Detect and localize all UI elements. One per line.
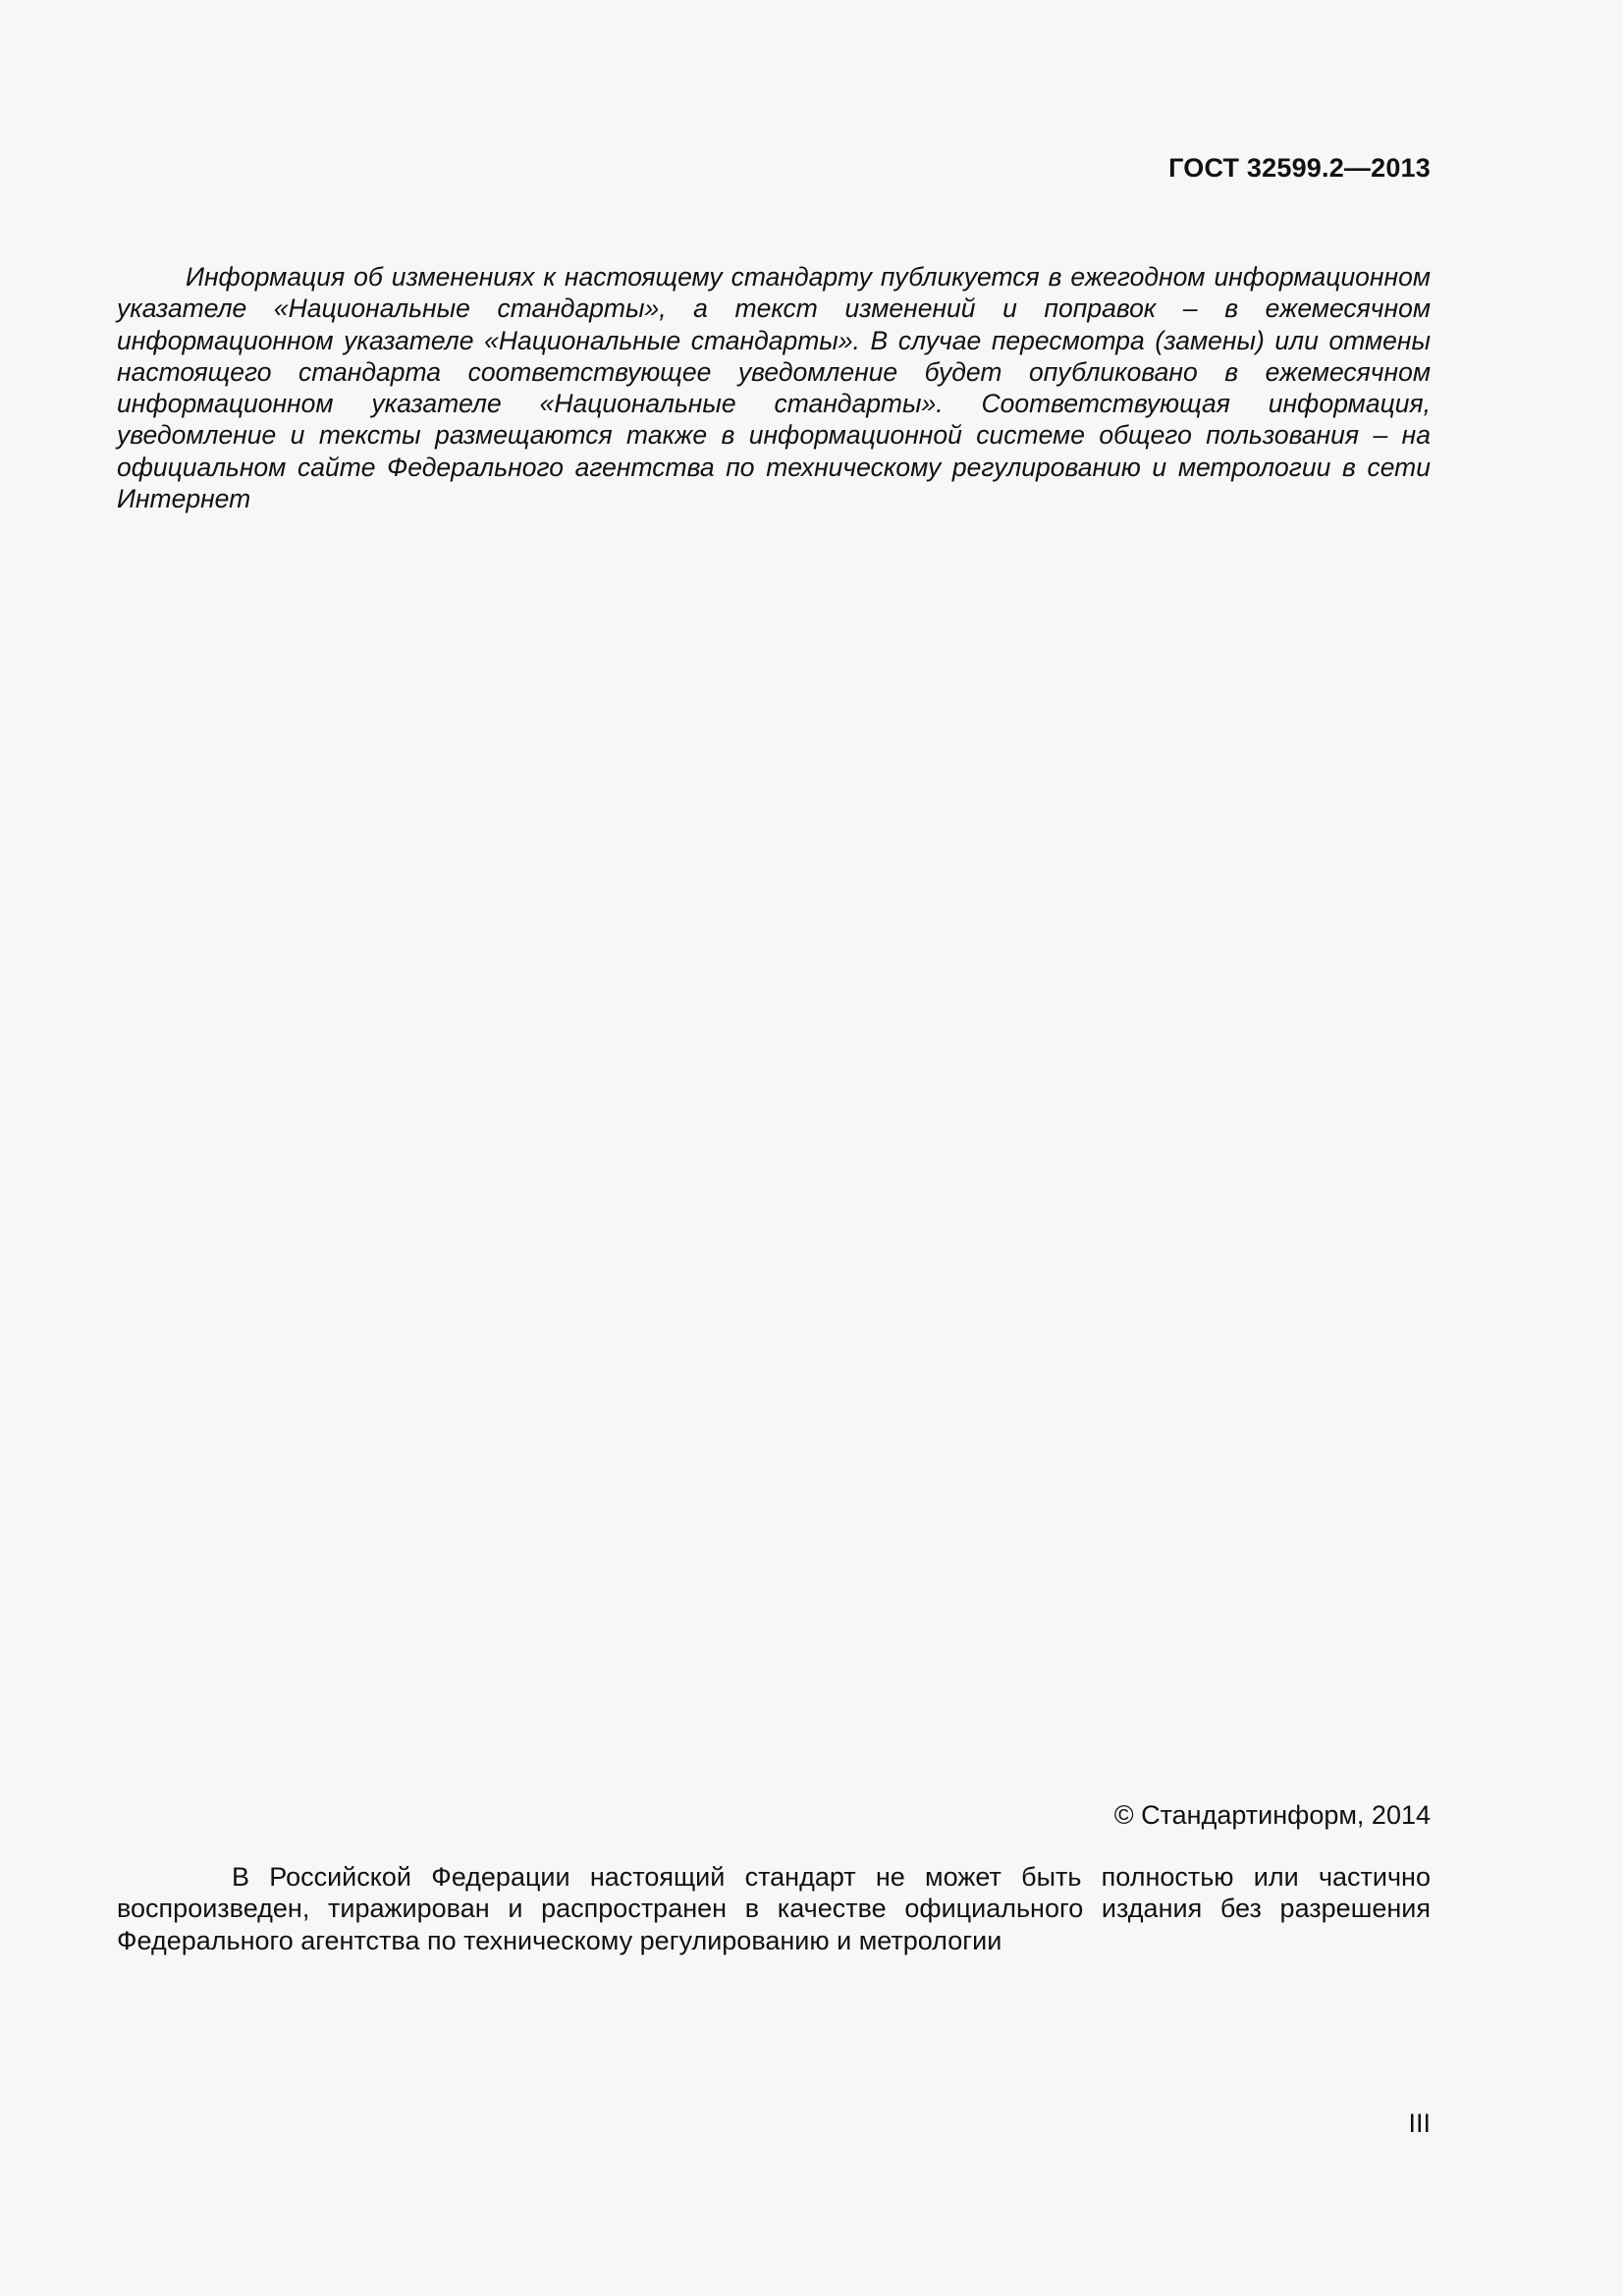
page-number: III: [1408, 2109, 1431, 2138]
amendments-info-paragraph: Информация об изменениях к настоящему стандарту публикуется в ежегодном информационном указателе «Национальные стандарты», а текст изменений и поправок – в ежемесячном информационном указателе «Национальные стандарты». В случае пересмотра (замены) или отмены настоящего стандарта соответствующее уведомление будет опубликовано в ежемесячном информационном указателе «Национальные стандарты». Соответствующая информация, уведомление и тексты размещаются также в информационной системе общего пользования – на официальном сайте Федерального агентства по техническому регулированию и метрологии в сети Интернет: [117, 262, 1431, 514]
copyright-notice: © Стандартинформ, 2014: [1113, 1800, 1431, 1830]
page-header-standard-id: ГОСТ 32599.2—2013: [1168, 153, 1431, 183]
reproduction-restriction-paragraph: В Российской Федерации настоящий стандарт не может быть полностью или частично воспроизведен, тиражирован и распространен в качестве официального издания без разрешения Федерального агентства по техническому регулированию и метрологии: [117, 1862, 1431, 1955]
